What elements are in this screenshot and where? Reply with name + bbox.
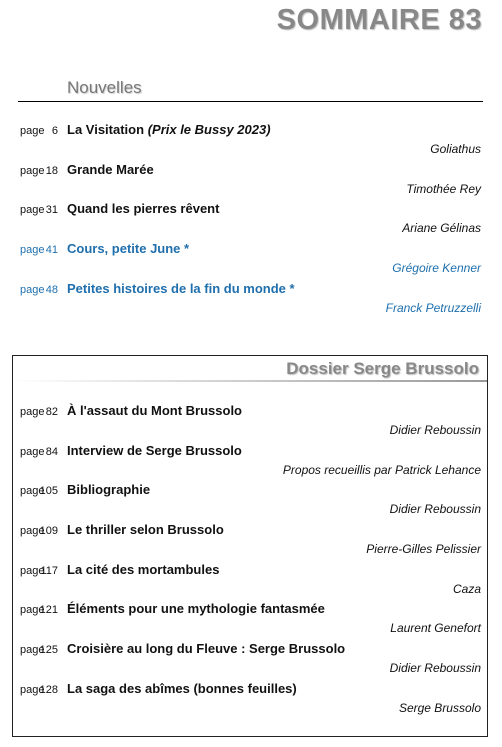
page-number: 84 xyxy=(45,445,58,458)
page-label: page xyxy=(20,485,45,498)
section-title-nouvelles: Nouvelles xyxy=(67,78,142,97)
page-number: 6 xyxy=(51,125,58,137)
page-label: page xyxy=(20,406,45,418)
page-number: 31 xyxy=(45,204,58,217)
page-number: 128 xyxy=(39,683,58,696)
toc-entry xyxy=(20,201,481,241)
toc-entry-highlighted xyxy=(20,281,481,321)
entry-author: Goliathus xyxy=(430,142,481,156)
page-number: 117 xyxy=(40,564,58,577)
page-number: 105 xyxy=(39,485,58,498)
nouvelles-list xyxy=(20,122,481,320)
page-label: page xyxy=(20,644,45,657)
toc-entry xyxy=(20,601,481,641)
section-divider xyxy=(18,101,483,102)
toc-entry-highlighted xyxy=(20,241,481,281)
page-number: 121 xyxy=(39,604,58,617)
page-label: page xyxy=(20,244,45,257)
entry-title: Le thriller selon Brussolo xyxy=(67,522,224,538)
toc-entry xyxy=(20,122,481,162)
entry-title: Éléments pour une mythologie fantasmée xyxy=(67,601,325,617)
toc-entry xyxy=(20,443,481,483)
entry-author: Caza xyxy=(452,581,481,596)
entry-author: Laurent Genefort xyxy=(390,621,481,636)
entry-author: Propos recueillis par Patrick Lehance xyxy=(282,462,481,477)
page-label: page xyxy=(20,204,45,217)
entry-title: Cours, petite June * xyxy=(67,241,190,257)
entry-title: À l'assaut du Mont Brussolo xyxy=(67,403,242,418)
entry-title: La Visitation (Prix le Bussy 2023) xyxy=(67,122,271,137)
page-number: 125 xyxy=(39,644,58,657)
entry-title: Quand les pierres rêvent xyxy=(67,201,220,217)
page-label: page xyxy=(20,125,45,137)
page-number: 82 xyxy=(45,406,58,418)
page-number: 41 xyxy=(45,244,58,257)
entry-author: Franck Petruzzelli xyxy=(385,300,481,315)
page-title: SOMMAIRE 83 xyxy=(276,4,482,36)
section-title-dossier: Dossier Serge Brussolo xyxy=(286,359,479,378)
entry-title: Grande Marée xyxy=(67,161,154,177)
dossier-title-underline xyxy=(13,380,487,382)
entry-title: Bibliographie xyxy=(67,482,151,498)
page-label: page xyxy=(20,445,45,458)
toc-entry xyxy=(20,403,481,443)
entry-title: La cité des mortambules xyxy=(67,561,220,577)
toc-entry xyxy=(20,522,481,562)
entry-author: Pierre-Gilles Pelissier xyxy=(366,542,481,557)
entry-title: Croisière au long du Fleuve : Serge Brussolo xyxy=(67,641,346,657)
dossier-list xyxy=(20,403,481,721)
toc-entry xyxy=(20,562,481,602)
page-label: page xyxy=(20,525,45,538)
entry-author: Didier Reboussin xyxy=(389,423,481,437)
entry-subtitle: (Prix le Bussy 2023) xyxy=(147,122,271,137)
entry-title: Interview de Serge Brussolo xyxy=(67,442,242,458)
toc-entry xyxy=(20,641,481,681)
page-label: page xyxy=(20,564,45,577)
page-label: page xyxy=(20,283,45,296)
page-label: page xyxy=(20,683,45,696)
entry-title: La saga des abîmes (bonnes feuilles) xyxy=(67,680,297,696)
toc-entry xyxy=(20,482,481,522)
entry-author: Ariane Gélinas xyxy=(402,221,481,236)
page-number: 109 xyxy=(39,525,58,538)
page-number: 18 xyxy=(45,164,58,177)
page-label: page xyxy=(20,604,45,617)
entry-title: Petites histoires de la fin du monde * xyxy=(67,280,295,296)
page-label: page xyxy=(20,164,45,177)
dossier-box xyxy=(12,355,488,737)
entry-author: Didier Reboussin xyxy=(389,661,481,676)
entry-author: Timothée Rey xyxy=(406,181,481,196)
entry-author: Didier Reboussin xyxy=(389,502,481,517)
entry-author: Grégoire Kenner xyxy=(392,261,481,276)
page-number: 48 xyxy=(45,283,58,296)
toc-entry xyxy=(20,162,481,202)
entry-author: Serge Brussolo xyxy=(398,700,481,715)
toc-entry xyxy=(20,681,481,721)
